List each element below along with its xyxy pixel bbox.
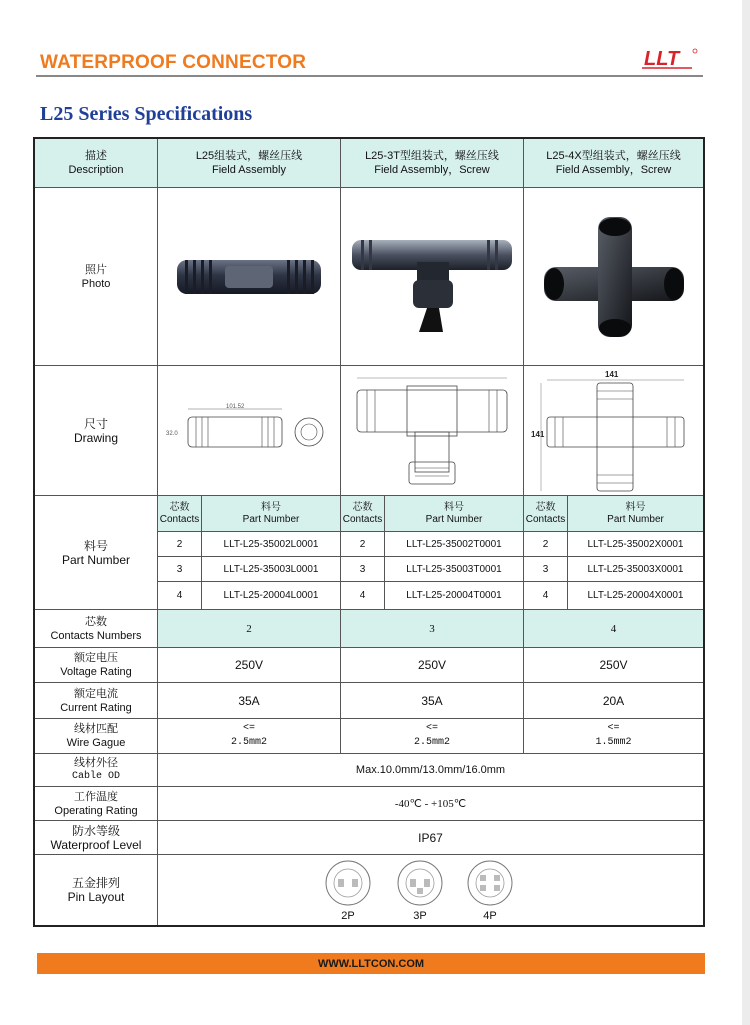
- pin-label: [35, 855, 158, 925]
- part-number-cell: LLT-L25-20004T0001: [385, 582, 524, 609]
- temp-cn: 工作温度: [74, 790, 118, 803]
- waterproof-value: IP67: [418, 830, 443, 845]
- col-header-l25-3t: [341, 139, 524, 187]
- photo-l25-3t: [341, 188, 524, 365]
- contacts-cell: 2: [158, 532, 202, 557]
- voltage-cn: 额定电压: [74, 652, 118, 664]
- cable-row: [35, 754, 703, 787]
- contacts-number-value: 2: [158, 610, 341, 647]
- cable-cn: 线材外径: [74, 757, 118, 769]
- header-divider: [36, 75, 703, 77]
- current-cn: 额定电流: [74, 687, 118, 700]
- pin-cn: 五金排列: [71, 876, 120, 890]
- contacts-cn: 芯数: [352, 501, 373, 513]
- wire-value: [158, 719, 341, 753]
- part-number-cell: LLT-L25-20004X0001: [587, 590, 684, 601]
- pin-2p-diagram: [326, 861, 370, 922]
- wire-value: [341, 719, 524, 753]
- wire-cn: 线材匹配: [74, 723, 118, 735]
- dim-diameter: 32.0: [166, 430, 178, 437]
- photo-l25: [158, 188, 341, 365]
- cable-value: Max.10.0mm/13.0mm/16.0mm: [355, 764, 506, 776]
- pn-head-en: Part Number: [242, 513, 300, 525]
- waterproof-en: Waterproof Level: [50, 837, 142, 852]
- dim-height: 141: [530, 429, 544, 439]
- pn-header: [202, 496, 341, 532]
- col-header-l25-4x: [524, 139, 703, 187]
- contacts-header: [524, 496, 568, 532]
- pin-en: Pin Layout: [67, 890, 125, 904]
- waterproof-row: [35, 821, 703, 855]
- drawing-l25-3t: [341, 366, 524, 495]
- drawing-l25: [158, 366, 341, 495]
- voltage-row: [35, 648, 703, 683]
- current-value: 35A: [341, 683, 524, 718]
- description-en: Description: [68, 164, 124, 176]
- contacts-cell: 3: [341, 557, 385, 582]
- contacts-cell: 3: [524, 557, 568, 582]
- photo-cn: 照片: [85, 263, 107, 276]
- col-en: Field Assembly，Screw: [374, 164, 490, 176]
- current-label: [35, 683, 158, 718]
- wire-prefix: <=: [425, 723, 438, 734]
- part-number-cell: LLT-L25-35002T0001: [385, 532, 524, 557]
- wire-size: 2.5mm2: [413, 737, 450, 748]
- cable-label: [35, 754, 158, 786]
- page-subtitle: L25 Series Specifications: [40, 103, 253, 125]
- pn-en: Part Number: [61, 552, 131, 567]
- contacts-header: [341, 496, 385, 532]
- current-value: 35A: [158, 683, 341, 718]
- pn-header: [568, 496, 703, 532]
- pin-row: [35, 855, 703, 925]
- wire-row: [35, 719, 703, 754]
- contacts-numbers-cn: 芯数: [85, 615, 107, 628]
- contacts-en: Contacts: [342, 513, 383, 525]
- page-edge-strip: [742, 0, 750, 1025]
- temp-en: Operating Rating: [54, 804, 138, 817]
- part-number-cell: LLT-L25-35003X0001: [568, 557, 703, 582]
- pin-3p-label: 3P: [413, 910, 427, 922]
- contacts-numbers-row: [35, 610, 703, 648]
- photo-l25-4x: [524, 188, 703, 365]
- part-number-row: [35, 496, 703, 610]
- dim-length: 101.52: [226, 403, 245, 410]
- wire-label: [35, 719, 158, 753]
- temp-value: -40℃ - +105℃: [394, 797, 467, 810]
- pin-layout-cell: [158, 855, 703, 925]
- current-en: Current Rating: [60, 701, 132, 714]
- contacts-number-value: 3: [341, 610, 524, 647]
- contacts-cell: 4: [341, 582, 385, 609]
- contacts-number-value: 4: [524, 610, 703, 647]
- voltage-en: Voltage Rating: [60, 666, 132, 678]
- wire-prefix: <=: [607, 723, 620, 734]
- contacts-en: Contacts: [525, 513, 566, 525]
- col-en: Field Assembly，Screw: [555, 164, 672, 176]
- part-number-cell: LLT-L25-35002X0001: [568, 532, 703, 557]
- col-header-l25: [158, 139, 341, 187]
- drawing-cn: 尺寸: [83, 416, 108, 431]
- pin-4p-diagram: [468, 861, 512, 922]
- current-value: 20A: [602, 693, 625, 708]
- wire-prefix: <=: [242, 723, 255, 734]
- part-number-cell: LLT-L25-35002L0001: [202, 532, 341, 557]
- pn-head-cn: 料号: [261, 501, 281, 513]
- voltage-value: 250V: [599, 658, 628, 672]
- drawing-en: Drawing: [73, 430, 118, 445]
- temp-row: [35, 787, 703, 821]
- pn-cn: 料号: [83, 538, 108, 553]
- temp-label: [35, 787, 158, 820]
- pin-3p-diagram: [398, 861, 442, 922]
- wire-size: 1.5mm2: [595, 737, 632, 748]
- part-number-label: [35, 496, 158, 609]
- contacts-cn: 芯数: [535, 501, 556, 513]
- part-number-cell: LLT-L25-35003L0001: [202, 557, 341, 582]
- waterproof-cn: 防水等级: [71, 823, 120, 838]
- footer-url[interactable]: WWW.LLTCON.COM: [317, 957, 425, 970]
- photo-row: [35, 188, 703, 366]
- pn-head-en: Part Number: [425, 513, 483, 525]
- section-title: WATERPROOF CONNECTOR: [40, 52, 307, 73]
- col-cn: L25组装式，螺丝压线: [195, 150, 303, 162]
- pin-2p-label: 2P: [341, 910, 355, 922]
- spec-table: [33, 137, 705, 927]
- waterproof-label: [35, 821, 158, 854]
- col-cn: L25-3T型组装式，螺丝压线: [365, 150, 499, 162]
- drawing-row: [35, 366, 703, 496]
- description-cn: 描述: [85, 150, 107, 162]
- pn-head-en: Part Number: [607, 513, 664, 525]
- llt-logo: [640, 44, 700, 72]
- contacts-cell: 3: [158, 557, 202, 582]
- contacts-en: Contacts: [159, 513, 200, 525]
- voltage-value: 250V: [158, 648, 341, 682]
- voltage-label: [35, 648, 158, 682]
- part-number-cell: LLT-L25-35003T0001: [385, 557, 524, 582]
- col-en: Field Assembly: [212, 164, 286, 176]
- contacts-cell: 4: [158, 582, 202, 609]
- description-row: [35, 139, 703, 188]
- photo-label: [35, 188, 158, 365]
- pn-head-cn: 料号: [625, 501, 646, 513]
- contacts-numbers-label: [35, 610, 158, 647]
- wire-size: 2.5mm2: [230, 737, 267, 748]
- dim-width: 141: [604, 369, 618, 379]
- wire-value: [524, 719, 703, 753]
- contacts-cell: 2: [341, 532, 385, 557]
- photo-en: Photo: [81, 277, 111, 290]
- pn-head-cn: 料号: [444, 501, 464, 513]
- contacts-cell: 4: [524, 582, 568, 609]
- part-number-cell: LLT-L25-20004L0001: [202, 582, 341, 609]
- drawing-l25-4x: [524, 366, 703, 495]
- description-label: [35, 139, 158, 187]
- drawing-label: [35, 366, 158, 495]
- voltage-value: 250V: [341, 648, 524, 682]
- wire-en: Wire Gague: [66, 737, 126, 749]
- svg-text:LLT: LLT: [644, 48, 680, 70]
- col-cn: L25-4X型组装式，螺丝压线: [546, 150, 681, 162]
- cable-en: Cable OD: [71, 771, 120, 782]
- current-row: [35, 683, 703, 719]
- footer-url-bar: [37, 953, 705, 974]
- contacts-cell: 2: [524, 532, 568, 557]
- contacts-cn: 芯数: [169, 501, 190, 513]
- pin-4p-label: 4P: [483, 910, 497, 922]
- contacts-numbers-en: Contacts Numbers: [50, 629, 142, 642]
- contacts-header: [158, 496, 202, 532]
- pn-header: [385, 496, 524, 532]
